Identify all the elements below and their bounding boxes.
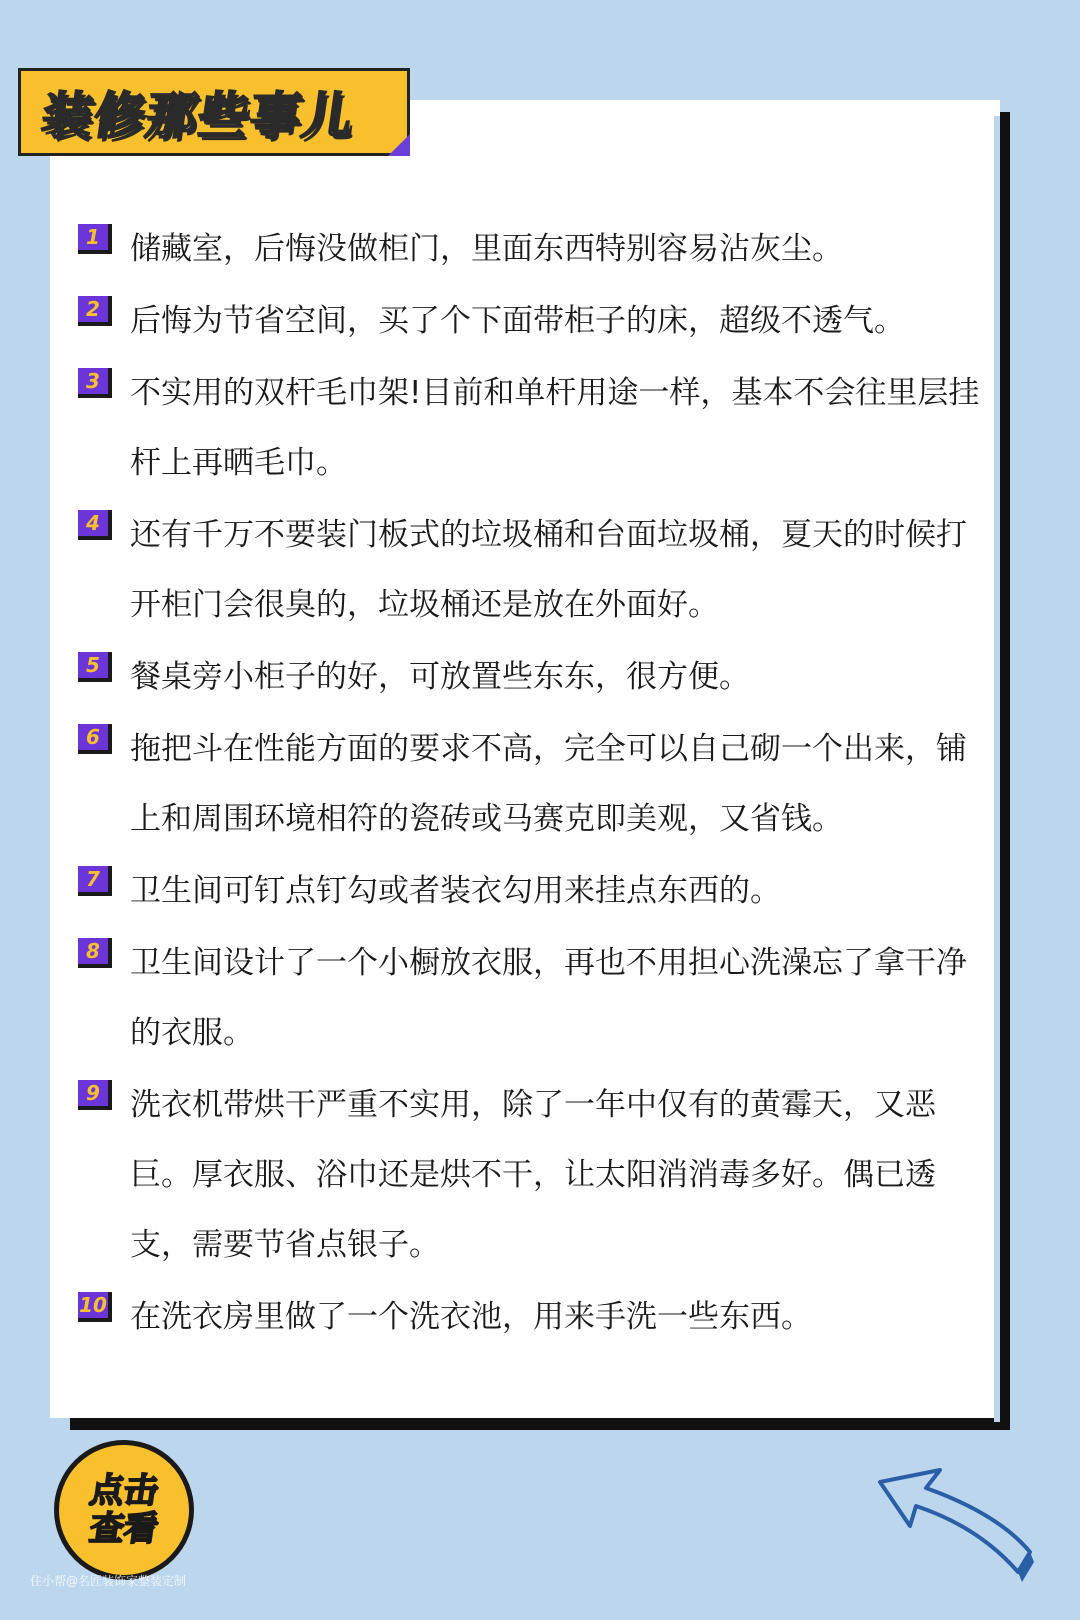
list-item-text: 餐桌旁小柜子的好，可放置些东东，很方便。: [130, 659, 750, 695]
list-item: [78, 642, 998, 712]
list-item-text: 卫生间可钉点钉勾或者装衣勾用来挂点东西的。: [130, 873, 781, 909]
page-title: 装修那些事儿: [38, 87, 359, 145]
tips-list: [78, 214, 998, 1354]
number-badge: 8: [78, 938, 112, 968]
number-badge: 6: [78, 724, 112, 754]
list-item: [78, 500, 998, 640]
number-badge: 7: [78, 866, 112, 896]
list-item-text: 洗衣机带烘干严重不实用，除了一年中仅有的黄霉天，又恶巨。厚衣服、浴巾还是烘不干，让太阳消消毒多好。偶已透支，需要节省点银子。: [130, 1087, 936, 1263]
number-badge: 3: [78, 368, 112, 398]
click-to-view-line2: 查看: [87, 1509, 161, 1549]
list-item-text: 储藏室，后悔没做柜门，里面东西特别容易沾灰尘。: [130, 231, 843, 267]
title-corner-decoration: [388, 134, 410, 156]
list-item: [78, 358, 998, 498]
list-item: [78, 214, 998, 284]
number-badge: 9: [78, 1080, 112, 1110]
list-item: [78, 714, 998, 854]
list-item-text: 拖把斗在性能方面的要求不高，完全可以自己砌一个出来，铺上和周围环境相符的瓷砖或马赛克即美观，又省钱。: [130, 731, 967, 837]
list-item: [78, 286, 998, 356]
list-item: [78, 1282, 998, 1352]
list-item: [78, 928, 998, 1068]
list-item-text: 不实用的双杆毛巾架!目前和单杆用途一样，基本不会往里层挂杆上再晒毛巾。: [130, 375, 980, 481]
number-badge: 2: [78, 296, 112, 326]
number-badge: 10: [78, 1292, 112, 1322]
list-item-text: 还有千万不要装门板式的垃圾桶和台面垃圾桶，夏天的时候打开柜门会很臭的，垃圾桶还是放在外面好。: [130, 517, 967, 623]
curved-arrow-icon: [870, 1462, 1040, 1592]
watermark: 住小帮@名匠装饰家整装定制: [30, 1574, 187, 1588]
click-to-view-line1: 点击: [87, 1471, 161, 1511]
number-badge: 1: [78, 224, 112, 254]
number-badge: 5: [78, 652, 112, 682]
click-to-view-button[interactable]: [54, 1440, 194, 1580]
list-item-text: 后悔为节省空间，买了个下面带柜子的床，超级不透气。: [130, 303, 905, 339]
list-item: [78, 1070, 998, 1280]
title-banner: [18, 68, 410, 156]
list-item-text: 在洗衣房里做了一个洗衣池，用来手洗一些东西。: [130, 1299, 812, 1335]
list-item: [78, 856, 998, 926]
list-item-text: 卫生间设计了一个小橱放衣服，再也不用担心洗澡忘了拿干净的衣服。: [130, 945, 967, 1051]
number-badge: 4: [78, 510, 112, 540]
